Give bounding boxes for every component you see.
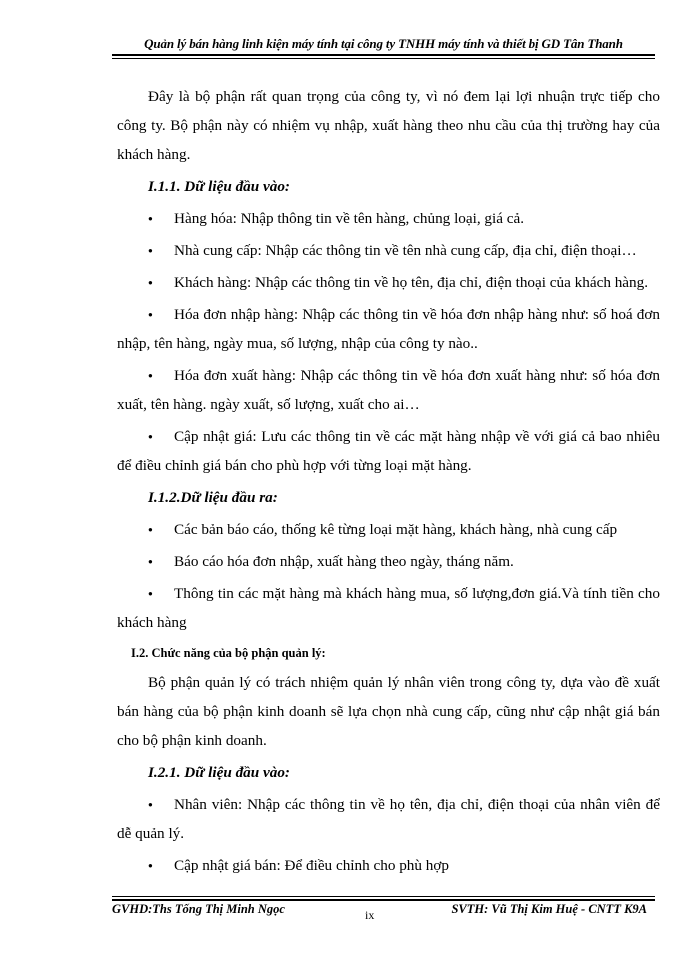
running-header: Quản lý bán hàng linh kiện máy tính tại công ty TNHH máy tính và thiết bị GD Tân Thanh	[144, 36, 623, 51]
bullet-icon	[148, 547, 174, 576]
list-item: ●Hóa đơn xuất hàng: Nhập các thông tin về hóa đơn xuất hàng như: số hóa đơn xuất, tên hàng. ngày xuất, số lượng, xuất cho ai…	[117, 361, 660, 419]
list-item: ●Nhà cung cấp: Nhập các thông tin về tên nhà cung cấp, địa chỉ, điện thoại…	[117, 236, 660, 265]
list-item: ●Cập nhật giá bán: Để điều chỉnh cho phù hợp	[117, 851, 660, 880]
subheading-output-data: I.1.2.Dữ liệu đầu ra:	[148, 489, 278, 506]
list-item: ●Nhân viên: Nhập các thông tin về họ tên, địa chỉ, điện thoại của nhân viên để dễ quản lý.	[117, 790, 660, 848]
footer-rule	[112, 896, 655, 901]
bullet-icon	[148, 236, 174, 265]
intro-paragraph: Đây là bộ phận rất quan trọng của công ty, vì nó đem lại lợi nhuận trực tiếp cho công ty. Bộ phận này có nhiệm vụ nhập, xuất hàng theo nhu cầu của thị trường hay của khách hàng.	[117, 88, 660, 163]
bullet-icon	[148, 515, 174, 544]
header-rule	[112, 54, 655, 59]
list-item: ●Hàng hóa: Nhập thông tin về tên hàng, chủng loại, giá cả.	[117, 204, 660, 233]
list-item: ●Hóa đơn nhập hàng: Nhập các thông tin về hóa đơn nhập hàng như: số hoá đơn nhập, tên hàng, ngày mua, số lượng, nhập của công ty nào..	[117, 300, 660, 358]
subheading-input-data: I.1.1. Dữ liệu đầu vào:	[148, 178, 290, 195]
bullet-icon	[148, 204, 174, 233]
subheading-management-input: I.2.1. Dữ liệu đầu vào:	[148, 764, 290, 781]
bullet-icon	[148, 268, 174, 297]
bullet-icon	[148, 579, 174, 608]
list-item: ●Báo cáo hóa đơn nhập, xuất hàng theo ngày, tháng năm.	[117, 547, 660, 576]
section-heading-management: I.2. Chức năng của bộ phận quản lý:	[131, 646, 326, 660]
bullet-icon	[148, 422, 174, 451]
page-number: ix	[365, 908, 375, 922]
list-item: ●Cập nhật giá: Lưu các thông tin về các mặt hàng nhập về với giá cả bao nhiêu để điều chỉnh giá bán cho phù hợp với từng loại mặt hàng.	[117, 422, 660, 480]
list-item: ●Thông tin các mặt hàng mà khách hàng mua, số lượng,đơn giá.Và tính tiền cho khách hàng	[117, 579, 660, 637]
bullet-icon	[148, 300, 174, 329]
management-paragraph: Bộ phận quản lý có trách nhiệm quản lý nhân viên trong công ty, dựa vào đề xuất bán hàng của bộ phận kinh doanh sẽ lựa chọn nhà cung cấp, cũng như cập nhật giá bán cho bộ phận kinh doanh.	[117, 674, 660, 749]
bullet-icon	[148, 361, 174, 390]
bullet-icon	[148, 851, 174, 880]
bullet-icon	[148, 790, 174, 819]
list-item: ●Các bản báo cáo, thống kê từng loại mặt hàng, khách hàng, nhà cung cấp	[117, 515, 660, 544]
page-content	[117, 82, 660, 880]
footer-supervisor: GVHD:Ths Tống Thị Minh Ngọc	[112, 902, 285, 916]
list-item: ●Khách hàng: Nhập các thông tin về họ tên, địa chỉ, điện thoại của khách hàng.	[117, 268, 660, 297]
footer-student: SVTH: Vũ Thị Kim Huệ - CNTT K9A	[451, 902, 647, 916]
